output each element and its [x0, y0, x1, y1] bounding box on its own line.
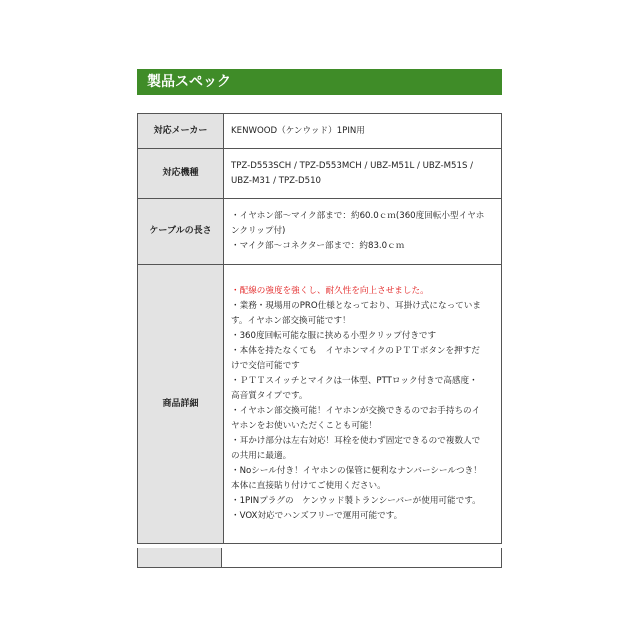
row-label: 対応機種 — [138, 149, 224, 199]
row-value — [224, 149, 502, 199]
row-value — [224, 114, 502, 149]
empty-label-cell — [138, 548, 221, 567]
value-line-highlight: ・配線の強度を強くし、耐久性を向上させました。 — [231, 286, 429, 296]
value-line: ・マイク部～コネクター部まで：約83.0ｃｍ — [231, 241, 405, 251]
empty-table-row — [137, 548, 502, 568]
value-line: ・イヤホン部～マイク部まで：約60.0ｃｍ(360度回転小型イヤホ — [231, 211, 485, 221]
value-line: KENWOOD（ケンウッド）1PIN用 — [231, 125, 365, 136]
row-label: 対応メーカー — [138, 114, 224, 149]
value-line: ・ＰＴＴスイッチとマイクは一体型、PTTロック付きで高感度・ — [231, 376, 478, 386]
cell-divider — [221, 548, 222, 567]
value-line: の共用に最適。 — [231, 451, 292, 461]
value-line: ・VOX対応でハンズフリーで運用可能です。 — [231, 511, 403, 521]
table-row — [138, 114, 502, 149]
spec-table — [137, 113, 502, 544]
table-row — [138, 199, 502, 265]
section-title: 製品スペック — [147, 74, 231, 90]
value-line: 高音質タイプです。 — [231, 391, 308, 401]
value-line: ・360度回転可能な服に挟める小型クリップ付きです — [231, 331, 437, 341]
row-value — [224, 265, 502, 544]
section-header — [137, 69, 502, 95]
value-line: 本体に直接貼り付けてご使用ください。 — [231, 481, 386, 491]
value-line: ・Noシール付き！イヤホンの保管に便利なナンバーシールつき！ — [231, 466, 482, 476]
value-line: ・1PINプラグの ケンウッド製トランシーバーが使用可能です。 — [231, 496, 481, 506]
value-line: ・業務・現場用のPRO仕様となっており、耳掛け式になっていま — [231, 301, 481, 311]
value-line: けで交信可能です — [231, 361, 300, 371]
value-line: ヤホンをお使いいただくことも可能！ — [231, 421, 378, 431]
table-row — [138, 149, 502, 199]
value-line: ・耳かけ部分は左右対応！耳栓を使わず固定できるので複数人で — [231, 436, 481, 446]
value-line: ・本体を持たなくても イヤホンマイクのＰＴＴボタンを押すだ — [231, 346, 480, 356]
row-label: 商品詳細 — [138, 265, 224, 544]
value-line: UBZ-M31 / TPZ-D510 — [231, 175, 322, 186]
value-line: TPZ-D553SCH / TPZ-D553MCH / UBZ-M51L / UBZ-M51S / — [231, 160, 474, 171]
value-line: ・イヤホン部交換可能！イヤホンが交換できるのでお手持ちのイ — [231, 406, 481, 416]
value-line: す。イヤホン部交換可能です！ — [231, 316, 351, 326]
value-line: ンクリップ付) — [231, 226, 286, 236]
table-row — [138, 265, 502, 544]
row-label: ケーブルの長さ — [138, 199, 224, 265]
row-value — [224, 199, 502, 265]
